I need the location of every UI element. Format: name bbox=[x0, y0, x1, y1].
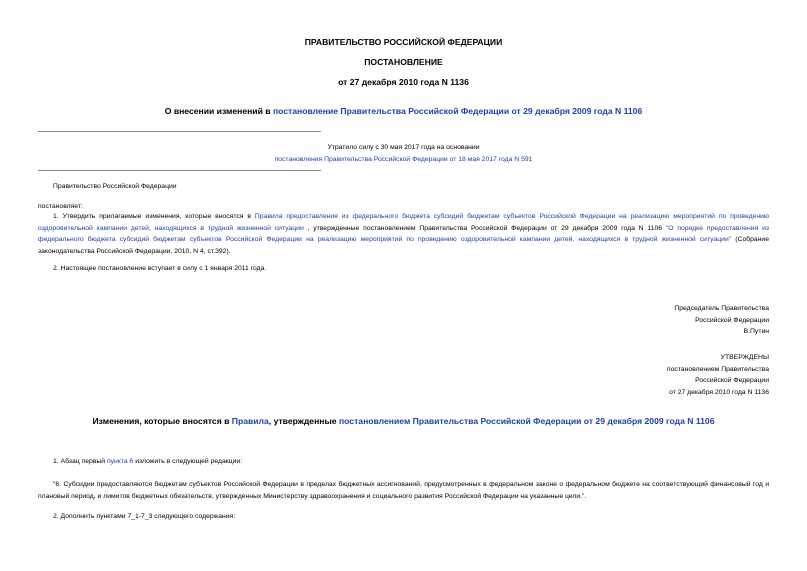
approved-line2: постановлением Правительства bbox=[666, 365, 769, 373]
changes-title-link-resolution[interactable]: постановлением Правительства Российской Федерации от 29 декабря 2009 года N 1106 bbox=[338, 416, 715, 426]
item-1-link-rules[interactable]: Правила предоставления из федерального бюджета субсидий бюджетам субъектов Российской Федерации на реализацию мероприятий по проведению оздоровительной кампании детей, находящихся в трудной жизненной ситуации bbox=[38, 213, 769, 232]
item-1-start: 1. Утвердить прилагаемые изменения, которые вносятся в bbox=[53, 213, 255, 220]
approved-line4: от 27 декабря 2010 года N 1136 bbox=[669, 388, 769, 396]
item-1-end: (Собрание законодательства Российской Федерации, 2010, N 4, ст.392). bbox=[38, 236, 770, 255]
status-note-line1: Утратило силу с 30 мая 2017 года на основании bbox=[327, 144, 480, 151]
change-1-quote bbox=[38, 479, 769, 502]
approved-line3: Российской Федерации bbox=[695, 377, 769, 385]
header-doc-type: ПОСТАНОВЛЕНИЕ bbox=[364, 57, 443, 67]
title-prefix: О внесении изменений в bbox=[164, 106, 273, 116]
change-1-end: изложить в следующей редакции: bbox=[133, 458, 243, 465]
header-org: ПРАВИТЕЛЬСТВО РОССИЙСКОЙ ФЕДЕРАЦИИ bbox=[304, 37, 503, 47]
item-1-middle: , утвержденные постановлением Правительства Российской Федерации от 29 декабря 2009 года N 1106 bbox=[303, 224, 666, 232]
signature-line3: В.Путин bbox=[743, 328, 769, 336]
item-1-link-resolution[interactable]: "О порядке предоставления из федерального бюджета субсидий бюджетам субъектов Российской Федерации на реализацию мероприятий по проведению оздоровительной кампании детей, находящихся в трудной жизненной ситуации" bbox=[38, 224, 769, 244]
status-note-link[interactable]: постановления Правительства Российской Федерации от 18 мая 2017 года N 591 bbox=[274, 156, 533, 163]
change-1-link[interactable]: пункта 6 bbox=[106, 458, 134, 465]
title-link[interactable]: постановление Правительства Российской Федерации от 29 декабря 2009 года N 1106 bbox=[272, 106, 643, 116]
changes-title bbox=[0, 416, 807, 426]
signature-block bbox=[674, 303, 769, 338]
change-1-start: 1. Абзац первый bbox=[53, 458, 107, 465]
item-1 bbox=[38, 211, 769, 257]
item-2: 2. Настоящее постановление вступает в силу с 1 января 2011 года. bbox=[53, 265, 267, 272]
document-title bbox=[0, 106, 807, 116]
header-date-number: от 27 декабря 2010 года N 1136 bbox=[338, 77, 469, 87]
divider-top bbox=[38, 131, 321, 132]
changes-title-part2: , утвержденные bbox=[268, 416, 339, 426]
changes-title-link-rules[interactable]: Правила bbox=[231, 416, 269, 426]
changes-title-part1: Изменения, которые вносятся в bbox=[92, 416, 232, 426]
signature-line1: Председатель Правительства bbox=[674, 305, 769, 312]
change-1-quote-text: "6. Субсидии предоставляются бюджетам субъектов Российской Федерации в пределах бюджетных ассигнований, предусмотренных в федеральном законе о федеральном бюджете на соответствующий финансовый год и плановый период, и лимитов бюджетных обязательств, утвержденных Министерству здравоохранения и социального развития Российской Федерации на указанные цели.". bbox=[38, 481, 769, 500]
resolves-label: постановляет: bbox=[38, 203, 83, 210]
change-1 bbox=[53, 456, 242, 468]
approved-line1: УТВЕРЖДЕНЫ bbox=[720, 354, 769, 361]
approved-block bbox=[667, 352, 769, 398]
signature-line2: Российской Федерации bbox=[695, 316, 769, 324]
divider-bottom bbox=[38, 170, 321, 171]
change-2: 2. Дополнить пунктами 7_1-7_3 следующего содержания: bbox=[53, 513, 236, 520]
government-label: Правительство Российской Федерации bbox=[53, 183, 177, 190]
